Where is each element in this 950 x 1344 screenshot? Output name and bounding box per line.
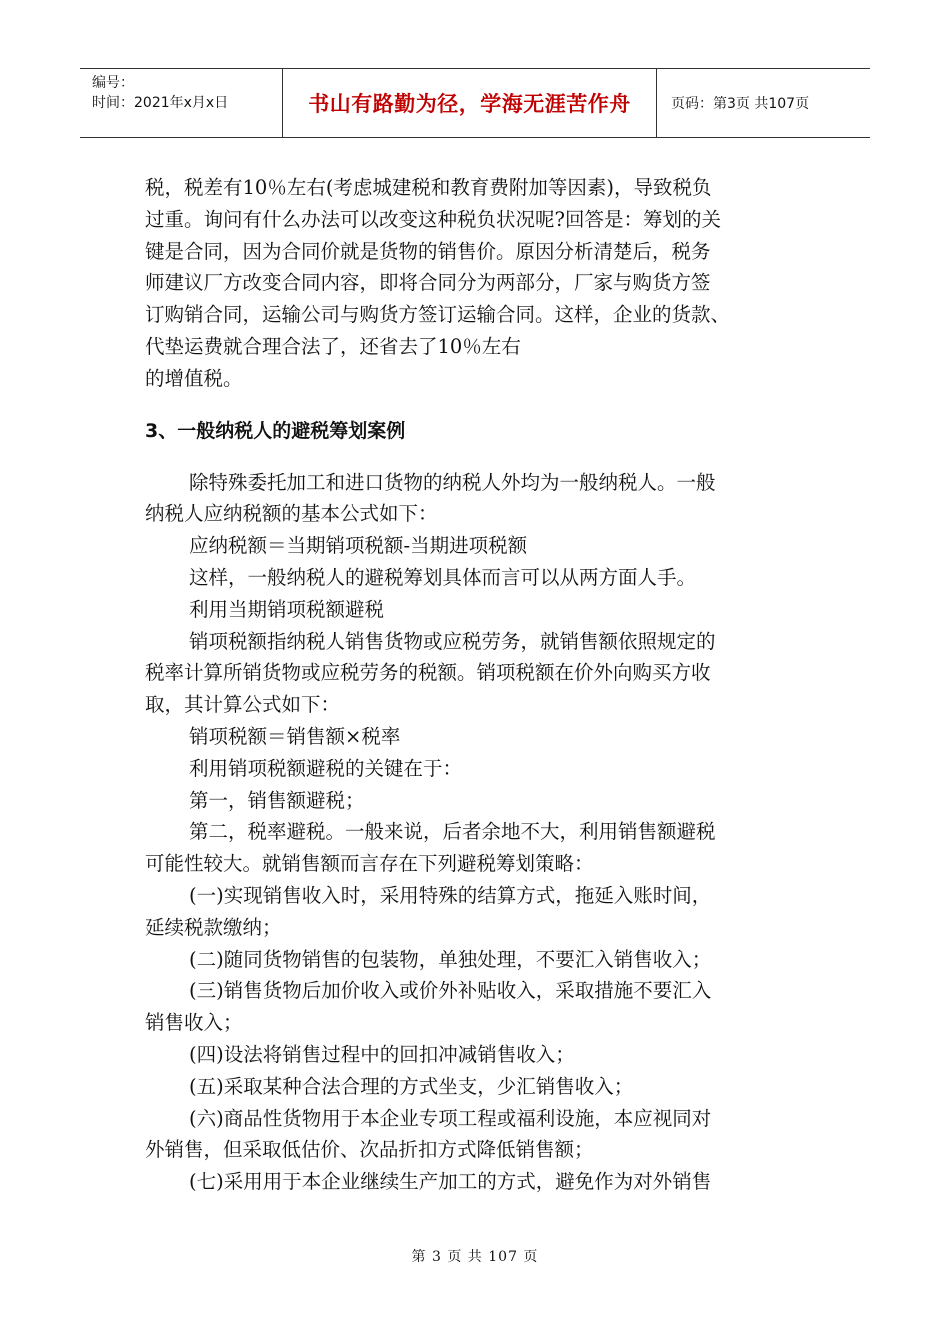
section-body xyxy=(145,467,795,1198)
text-line: 税，税差有10％左右(考虑城建税和教育费附加等因素)，导致税负 xyxy=(145,176,712,199)
text-line: 可能性较大。就销售额而言存在下列避税筹划策略： xyxy=(145,852,594,876)
text-line: (七)采用用于本企业继续生产加工的方式，避免作为对外销售 xyxy=(189,1170,712,1194)
page-footer: 第 3 页 共 107 页 xyxy=(411,1249,539,1265)
text-line: 师建议厂方改变合同内容，即将合同分为两部分，厂家与购货方签 xyxy=(145,271,711,295)
text-line: (六)商品性货物用于本企业专项工程或福利设施，本应视同对 xyxy=(189,1106,712,1130)
text-line: 延续税款缴纳； xyxy=(145,915,282,939)
text-line: (五)采取某种合法合理的方式坐支，少汇销售收入； xyxy=(189,1074,634,1098)
document-header xyxy=(80,68,870,138)
section-heading: 3、一般纳税人的避税筹划案例 xyxy=(145,419,406,442)
text-line: (三)销售货物后加价收入或价外补贴收入，采取措施不要汇入 xyxy=(189,979,712,1003)
text-line: (四)设法将销售过程中的回扣冲减销售收入； xyxy=(189,1042,575,1066)
header-motto: 书山有路勤为径，学海无涯苦作舟 xyxy=(283,69,657,137)
text-line: (二)随同货物销售的包装物，单独处理，不要汇入销售收入； xyxy=(189,947,712,971)
text-line: 第二，税率避税。一般来说，后者余地不大，利用销售额避税 xyxy=(189,820,716,844)
text-line: 销项税额＝销售额×税率 xyxy=(189,724,401,748)
text-line: 除特殊委托加工和进口货物的纳税人外均为一般纳税人。一般 xyxy=(189,470,716,494)
text-line: 利用当期销项税额避税 xyxy=(189,597,385,621)
text-line: 销售收入； xyxy=(145,1011,243,1035)
text-line: 取，其计算公式如下： xyxy=(145,693,341,717)
text-line: 第一，销售额避税； xyxy=(189,788,365,812)
time-label: 时间：2021年x月x日 xyxy=(92,95,229,111)
text-line: 税率计算所销货物或应税劳务的税额。销项税额在价外向购买方收 xyxy=(145,661,711,685)
text-line: 过重。询问有什么办法可以改变这种税负状况呢?回答是：筹划的关 xyxy=(145,207,721,231)
text-line: 销项税额指纳税人销售货物或应税劳务，就销售额依照规定的 xyxy=(189,629,716,653)
text-line: 纳税人应纳税额的基本公式如下： xyxy=(145,502,438,526)
text-line: 代垫运费就合理合法了，还省去了10％左右 xyxy=(145,334,521,358)
text-line: 这样，一般纳税人的避税筹划具体而言可以从两方面人手。 xyxy=(189,565,697,589)
text-line: 外销售，但采取低估价、次品折扣方式降低销售额； xyxy=(145,1138,594,1162)
text-line: 订购销合同，运输公司与购货方签订运输合同。这样，企业的货款、 xyxy=(145,303,731,327)
text-line: 利用销项税额避税的关键在于： xyxy=(189,756,463,780)
document-body xyxy=(145,172,795,1198)
text-line: 键是合同，因为合同价就是货物的销售价。原因分析清楚后，税务 xyxy=(145,239,711,263)
text-line: (一)实现销售收入时，采用特殊的结算方式，拖延入账时间， xyxy=(189,883,712,907)
number-label: 编号： xyxy=(92,75,134,91)
header-page-info: 页码：第3页 共107页 xyxy=(671,96,810,112)
text-line: 的增值税。 xyxy=(145,366,243,390)
top-paragraph xyxy=(145,172,795,395)
header-meta xyxy=(80,69,283,137)
text-line: 应纳税额＝当期销项税额-当期进项税额 xyxy=(189,534,528,558)
